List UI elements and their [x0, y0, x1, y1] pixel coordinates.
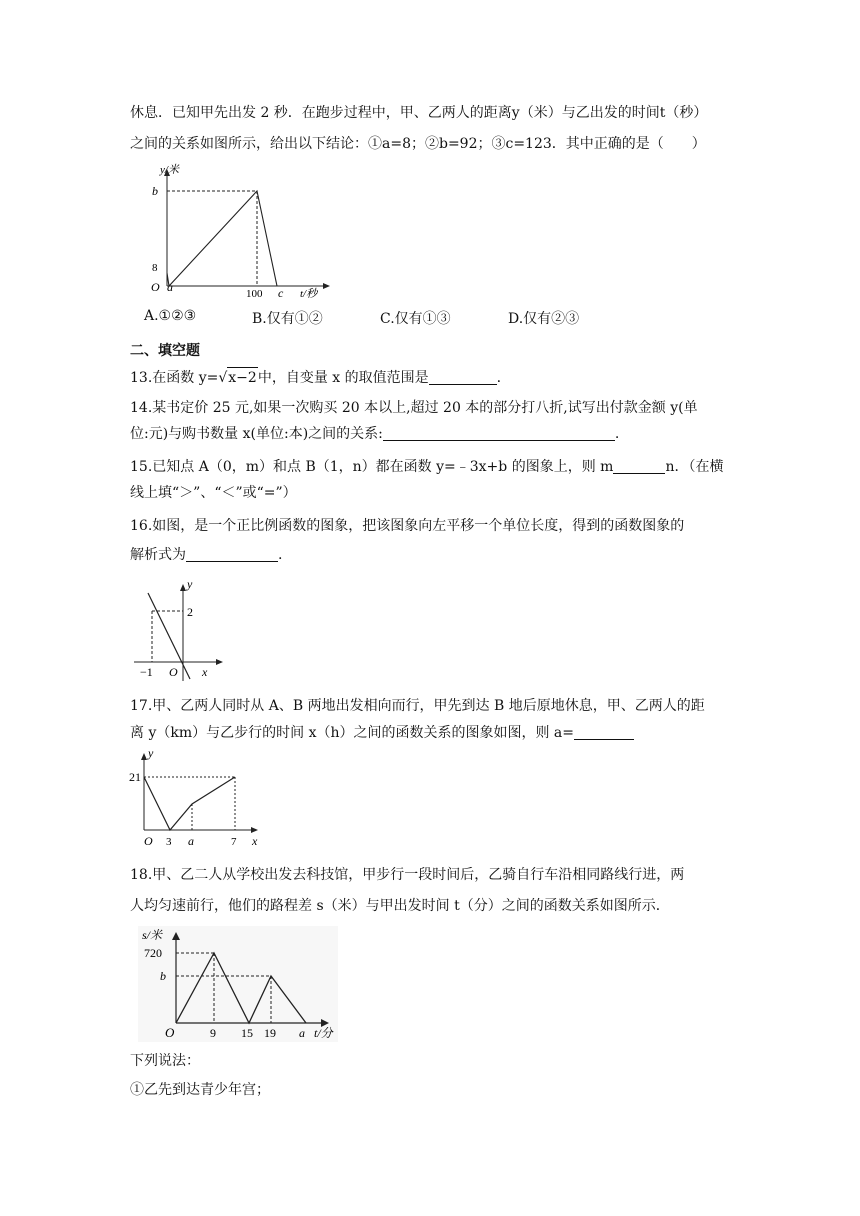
q12-graph: [140, 160, 340, 300]
q18-after-line2: ①乙先到达青少年宫；: [130, 1082, 270, 1098]
q12-graph-a-label: a: [167, 280, 173, 294]
q18-graph-origin: O: [165, 1025, 175, 1040]
q12-option-a: A.①②③: [144, 308, 197, 324]
q18-graph-9-label: 9: [210, 1026, 216, 1040]
q13-end: .: [496, 370, 502, 386]
sqrt-symbol: √x−2: [218, 367, 257, 388]
q18-graph-15-label: 15: [241, 1026, 253, 1040]
q17-graph-21-label: 21: [129, 770, 141, 784]
q14-text-line1: 14.某书定价 25 元,如果一次购买 20 本以上,超过 20 本的部分打八折,试写出付款金额 y(单: [130, 400, 698, 416]
q17-graph: [128, 746, 268, 850]
q12-graph-origin: O: [151, 280, 160, 294]
q14-end: .: [614, 426, 620, 442]
q14-line2-text: 位:元)与购书数量 x(单位:本)之间的关系:: [130, 426, 383, 442]
q12-graph-8-label: 8: [152, 262, 158, 274]
q14-answer-blank[interactable]: [383, 425, 615, 441]
q18-graph-b-label: b: [160, 969, 166, 983]
q12-graph-ylabel: y/米: [160, 164, 179, 176]
q18-graph-ylabel: s/米: [142, 928, 163, 942]
q12-text-line1: 休息．已知甲先出发 2 秒．在跑步过程中，甲、乙两人的距离y（米）与乙出发的时间t（秒）: [130, 105, 708, 121]
q13-radicand: x−2: [227, 367, 258, 388]
q12-graph-100-label: 100: [246, 288, 263, 300]
q18-graph: [138, 926, 338, 1042]
q15-line1-pre: 15.已知点 A（0，m）和点 B（1，n）都在函数 y=﹣3x+b 的图象上，则 m: [130, 459, 614, 475]
q18-graph-xlabel: t/分: [314, 1026, 333, 1040]
q13-pre: 13.在函数 y=: [130, 370, 219, 386]
q12-graph-xlabel: t/秒: [300, 288, 318, 300]
q16-text-line1: 16.如图，是一个正比例函数的图象，把该图象向左平移一个单位长度，得到的函数图象的: [130, 518, 685, 534]
q12-option-c: C.仅有①③: [380, 311, 451, 327]
q16-graph-neg1-label: −1: [140, 665, 153, 679]
q16-end: .: [278, 547, 283, 563]
q16-text-line2: [130, 545, 282, 565]
q13-text: [130, 367, 501, 388]
q16-line2-text: 解析式为: [130, 547, 186, 563]
q17-answer-blank[interactable]: [574, 724, 634, 740]
q17-graph-3-label: 3: [166, 836, 172, 848]
q16-graph-y-label: y: [187, 577, 193, 591]
q13-post: 中，自变量 x 的取值范围是: [257, 370, 429, 386]
q17-text-line2: [130, 723, 634, 743]
q13-answer-blank[interactable]: [429, 369, 497, 385]
q12-option-b: B.仅有①②: [252, 311, 323, 327]
q18-graph-720-label: 720: [144, 946, 162, 960]
q17-graph-7-label: 7: [231, 836, 237, 848]
q18-text-line2: 人均匀速前行，他们的路程差 s（米）与甲出发时间 t（分）之间的函数关系如图所示．: [130, 898, 670, 914]
q15-text-line1: [130, 457, 723, 477]
q12-graph-c-label: c: [278, 286, 284, 300]
q17-graph-y-label: y: [148, 746, 154, 760]
q15-answer-blank[interactable]: [613, 458, 665, 474]
q15-text-line2: 线上填“＞”、“＜”或“=”）: [130, 485, 297, 501]
q12-text-line2: 之间的关系如图所示，给出以下结论：①a=8；②b=92；③c=123．其中正确的是（ ）: [130, 136, 706, 152]
q14-text-line2: [130, 424, 619, 444]
q18-graph-19-label: 19: [264, 1026, 276, 1040]
q17-text-line1: 17.甲、乙两人同时从 A、B 两地出发相向而行，甲先到达 B 地后原地休息，甲、乙两人的距: [130, 698, 705, 714]
q16-graph-x-label: x: [202, 665, 208, 679]
q15-line1-post: n．（在横: [665, 459, 724, 475]
q18-text-line1: 18.甲、乙二人从学校出发去科技馆，甲步行一段时间后，乙骑自行车沿相同路线行进，两: [130, 867, 685, 883]
q16-graph-2-label: 2: [187, 605, 193, 619]
q17-graph-a-label: a: [188, 834, 194, 848]
q16-answer-blank[interactable]: [186, 546, 278, 562]
q12-graph-b-label: b: [152, 184, 158, 198]
q16-graph: [128, 575, 228, 685]
q12-option-d: D.仅有②③: [508, 311, 580, 327]
q17-graph-x-label: x: [252, 834, 258, 848]
section-heading: 二、填空题: [130, 343, 200, 359]
q17-graph-origin: O: [144, 834, 153, 848]
q18-graph-a-label: a: [299, 1026, 305, 1040]
q16-graph-origin: O: [169, 665, 178, 679]
q17-line2-text: 离 y（km）与乙步行的时间 x（h）之间的函数关系的图象如图，则 a=: [130, 725, 575, 741]
q18-after-line1: 下列说法：: [130, 1053, 200, 1069]
